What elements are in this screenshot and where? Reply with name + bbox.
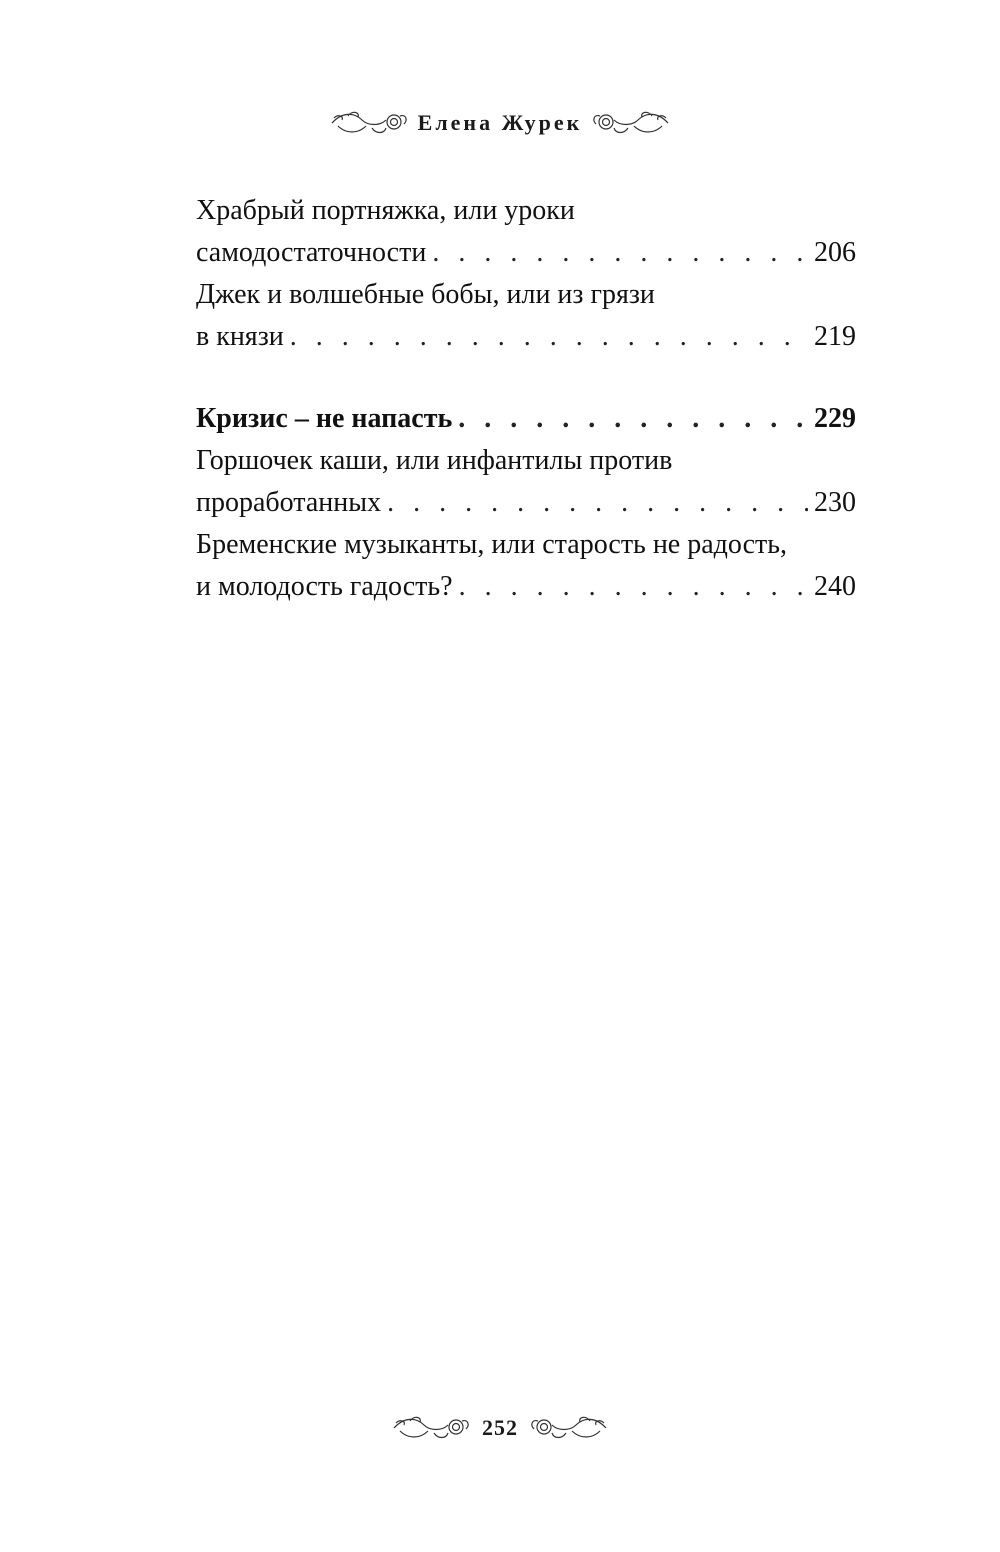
table-of-contents — [196, 190, 856, 608]
page-footer — [0, 1406, 1000, 1450]
dot-leader — [290, 316, 808, 358]
dot-leader — [459, 566, 808, 608]
toc-entry-last-line — [196, 316, 856, 358]
toc-entry-last-line — [196, 232, 856, 274]
dot-leader — [387, 482, 808, 524]
toc-section-line — [196, 398, 856, 440]
floral-ornament-icon — [328, 108, 410, 138]
toc-entry-title-line: Бременские музыканты, или старость не радость, — [196, 529, 788, 560]
toc-page-number: 240 — [814, 571, 856, 602]
floral-ornament-icon — [528, 1413, 610, 1443]
toc-entry-title-line: Джек и волшебные бобы, или из грязи — [196, 279, 655, 310]
page-number: 252 — [482, 1415, 518, 1440]
toc-entry-last-line — [196, 566, 856, 608]
toc-entry-title-line: Горшочек каши, или инфантилы против — [196, 445, 673, 476]
toc-entry[interactable] — [196, 274, 856, 358]
floral-ornament-icon — [590, 108, 672, 138]
toc-entry[interactable] — [196, 440, 856, 524]
dot-leader — [432, 232, 808, 274]
toc-entry-title-line: Храбрый портняжка, или уроки — [196, 195, 575, 226]
toc-page-number: 229 — [814, 403, 856, 434]
toc-entry[interactable] — [196, 190, 856, 274]
toc-section-title: Кризис – не напасть — [196, 403, 453, 434]
toc-page-number: 230 — [814, 487, 856, 518]
section-spacer — [196, 358, 856, 398]
toc-entry-title-end: в князи — [196, 321, 284, 352]
running-head — [0, 98, 1000, 148]
toc-entry-title-end: самодостаточности — [196, 237, 427, 268]
toc-page-number: 206 — [814, 237, 856, 268]
toc-entry[interactable] — [196, 524, 856, 608]
toc-entry-title-end: проработанных — [196, 487, 382, 518]
running-head-author: Елена Журек — [417, 110, 583, 135]
dot-leader — [458, 398, 808, 440]
toc-entry-title-end: и молодость гадость? — [196, 571, 453, 602]
floral-ornament-icon — [390, 1413, 472, 1443]
toc-section-heading[interactable] — [196, 398, 856, 440]
toc-entry-last-line — [196, 482, 856, 524]
toc-page-number: 219 — [814, 321, 856, 352]
